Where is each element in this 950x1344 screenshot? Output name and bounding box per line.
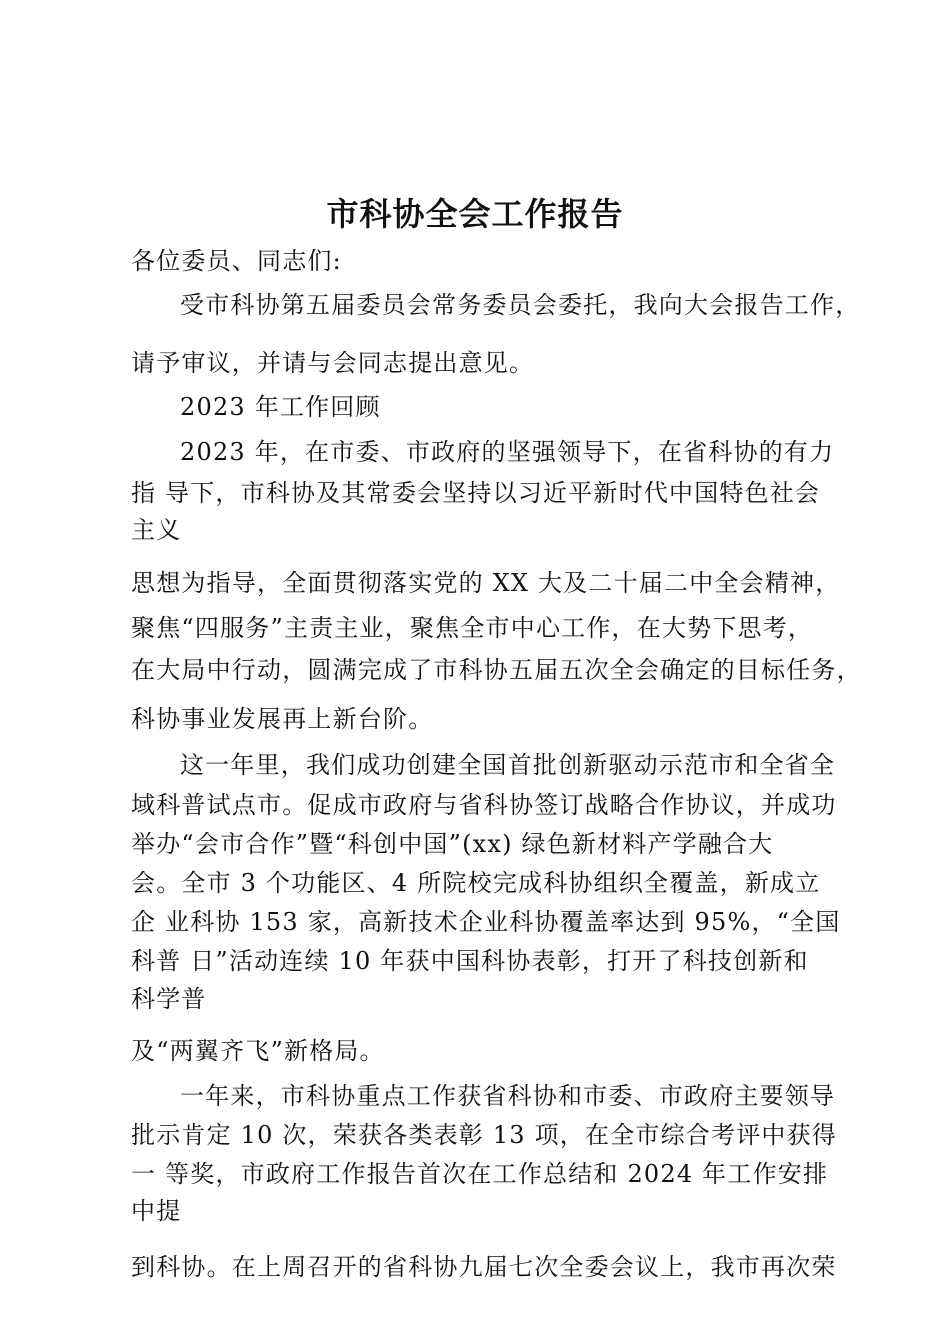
paragraph-line: 主义 [131,516,182,544]
paragraph-line: 2023 年，在市委、市政府的坚强领导下，在省科协的有力 [180,438,835,466]
paragraph-line: 这一年里，我们成功创建全国首批创新驱动示范市和全省全 [180,751,836,779]
paragraph-line: 到科协。在上周召开的省科协九届七次全委会议上，我市再次荣 [131,1253,837,1281]
paragraph-line: 受市科协第五届委员会常务委员会委托，我向大会报告工作， [180,291,861,319]
paragraph-line: 科协事业发展再上新台阶。 [131,705,434,733]
paragraph-line: 举办“会市合作”暨“科创中国”(xx) 绿色新材料产学融合大 [131,830,774,858]
paragraph-line: 会。全市 3 个功能区、4 所院校完成科协组织全覆盖，新成立 [131,869,821,897]
paragraph-line: 企 业科协 153 家，高新技术企业科协覆盖率达到 95%，“全国 [131,908,841,936]
paragraph-line: 及“两翼齐飞”新格局。 [131,1037,385,1065]
paragraph-line: 批示肯定 10 次，荣获各类表彰 13 项，在全市综合考评中获得 [131,1121,837,1149]
paragraph-line: 聚焦“四服务”主责主业，聚焦全市中心工作，在大势下思考， [131,614,814,642]
paragraph-line: 在大局中行动，圆满完成了市科协五届五次全会确定的目标任务， [131,656,862,684]
paragraph-line: 请予审议，并请与会同志提出意见。 [131,349,535,377]
paragraph-line: 中提 [131,1197,182,1225]
salutation-line: 各位委员、同志们: [131,247,342,275]
paragraph-line: 指 导下，市科协及其常委会坚持以习近平新时代中国特色社会 [131,479,821,507]
paragraph-line: 一年来，市科协重点工作获省科协和市委、市政府主要领导 [180,1082,836,1110]
section-heading: 2023 年工作回顾 [180,393,381,421]
paragraph-line: 思想为指导，全面贯彻落实党的 XX 大及二十届二中全会精神， [131,569,841,597]
document-title: 市科协全会工作报告 [326,195,624,233]
paragraph-line: 一 等奖，市政府工作报告首次在工作总结和 2024 年工作安排 [131,1160,829,1188]
paragraph-line: 域科普试点市。促成市政府与省科协签订战略合作协议，并成功 [131,791,837,819]
paragraph-line: 科学普 [131,985,207,1013]
paragraph-line: 科普 日”活动连续 10 年获中国科协表彰，打开了科技创新和 [131,947,809,975]
